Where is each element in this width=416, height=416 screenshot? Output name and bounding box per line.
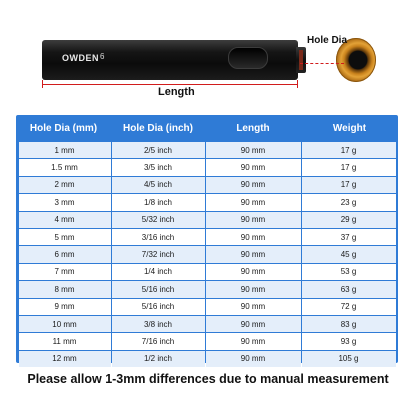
cell-length: 90 mm — [206, 264, 301, 280]
cell-hole-dia-inch: 5/16 inch — [112, 281, 205, 297]
header-weight: Weight — [332, 122, 367, 134]
cell-hole-dia-inch: 1/8 inch — [112, 194, 205, 210]
cell-length: 90 mm — [206, 299, 301, 315]
cell-weight: 37 g — [302, 229, 396, 245]
cell-length: 90 mm — [206, 281, 301, 297]
cell-hole-dia-mm: 11 mm — [19, 333, 111, 349]
table-row — [18, 159, 396, 175]
cell-weight: 63 g — [302, 281, 396, 297]
cell-length: 90 mm — [206, 229, 301, 245]
table-header — [16, 115, 398, 141]
table-row — [18, 246, 396, 262]
cell-hole-dia-inch: 1/4 inch — [112, 264, 205, 280]
cell-hole-dia-mm: 8 mm — [19, 281, 111, 297]
header-hole-dia-mm: Hole Dia (mm) — [29, 122, 98, 134]
cell-length: 90 mm — [206, 333, 301, 349]
ejection-window — [228, 47, 268, 69]
cell-length: 90 mm — [206, 316, 301, 332]
table-body — [18, 142, 396, 367]
cell-hole-dia-mm: 4 mm — [19, 212, 111, 228]
table-row — [18, 351, 396, 367]
cell-weight: 83 g — [302, 316, 396, 332]
cell-hole-dia-inch: 3/8 inch — [112, 316, 205, 332]
cell-hole-dia-mm: 1.5 mm — [19, 159, 111, 175]
cell-weight: 53 g — [302, 264, 396, 280]
product-illustration — [0, 0, 416, 112]
cell-hole-dia-inch: 5/16 inch — [112, 299, 205, 315]
cell-weight: 17 g — [302, 177, 396, 193]
cell-hole-dia-inch: 7/32 inch — [112, 246, 205, 262]
cell-weight: 105 g — [302, 351, 396, 367]
cell-weight: 45 g — [302, 246, 396, 262]
cell-weight: 23 g — [302, 194, 396, 210]
cell-hole-dia-inch: 3/5 inch — [112, 159, 205, 175]
table-row — [18, 177, 396, 193]
brand-logo: OWDEN — [62, 53, 99, 63]
hole-dia-label: Hole Dia — [307, 35, 348, 46]
cell-weight: 93 g — [302, 333, 396, 349]
table-row — [18, 212, 396, 228]
cell-hole-dia-mm: 1 mm — [19, 142, 111, 158]
cell-hole-dia-mm: 2 mm — [19, 177, 111, 193]
cell-hole-dia-mm: 5 mm — [19, 229, 111, 245]
table-row — [18, 264, 396, 280]
cell-length: 90 mm — [206, 194, 301, 210]
cell-weight: 17 g — [302, 159, 396, 175]
cell-hole-dia-inch: 7/16 inch — [112, 333, 205, 349]
measurement-note: Please allow 1-3mm differences due to manual measurement — [27, 372, 389, 386]
cell-length: 90 mm — [206, 212, 301, 228]
cell-length: 90 mm — [206, 159, 301, 175]
cell-hole-dia-inch: 5/32 inch — [112, 212, 205, 228]
cell-hole-dia-mm: 7 mm — [19, 264, 111, 280]
hole-dia-indicator — [300, 63, 344, 64]
table-row — [18, 333, 396, 349]
cell-length: 90 mm — [206, 246, 301, 262]
cell-length: 90 mm — [206, 351, 301, 367]
cell-hole-dia-inch: 4/5 inch — [112, 177, 205, 193]
cell-hole-dia-mm: 12 mm — [19, 351, 111, 367]
table-row — [18, 142, 396, 158]
cell-hole-dia-mm: 9 mm — [19, 299, 111, 315]
cell-length: 90 mm — [206, 177, 301, 193]
cell-hole-dia-inch: 3/16 inch — [112, 229, 205, 245]
header-length: Length — [236, 122, 270, 134]
size-marking: 6 — [100, 52, 105, 61]
cell-hole-dia-mm: 6 mm — [19, 246, 111, 262]
table-row — [18, 194, 396, 210]
table-row — [18, 299, 396, 315]
table-row — [18, 281, 396, 297]
cell-weight: 72 g — [302, 299, 396, 315]
length-label: Length — [158, 86, 195, 98]
cell-hole-dia-mm: 3 mm — [19, 194, 111, 210]
table-row — [18, 229, 396, 245]
header-hole-dia-inch: Hole Dia (inch) — [122, 122, 193, 134]
length-dimension-line — [42, 84, 298, 85]
cell-hole-dia-inch: 1/2 inch — [112, 351, 205, 367]
cell-length: 90 mm — [206, 142, 301, 158]
cell-weight: 29 g — [302, 212, 396, 228]
cell-weight: 17 g — [302, 142, 396, 158]
table-row — [18, 316, 396, 332]
punch-ring — [299, 50, 303, 70]
cell-hole-dia-mm: 10 mm — [19, 316, 111, 332]
spec-table — [16, 115, 398, 363]
cell-hole-dia-inch: 2/5 inch — [112, 142, 205, 158]
